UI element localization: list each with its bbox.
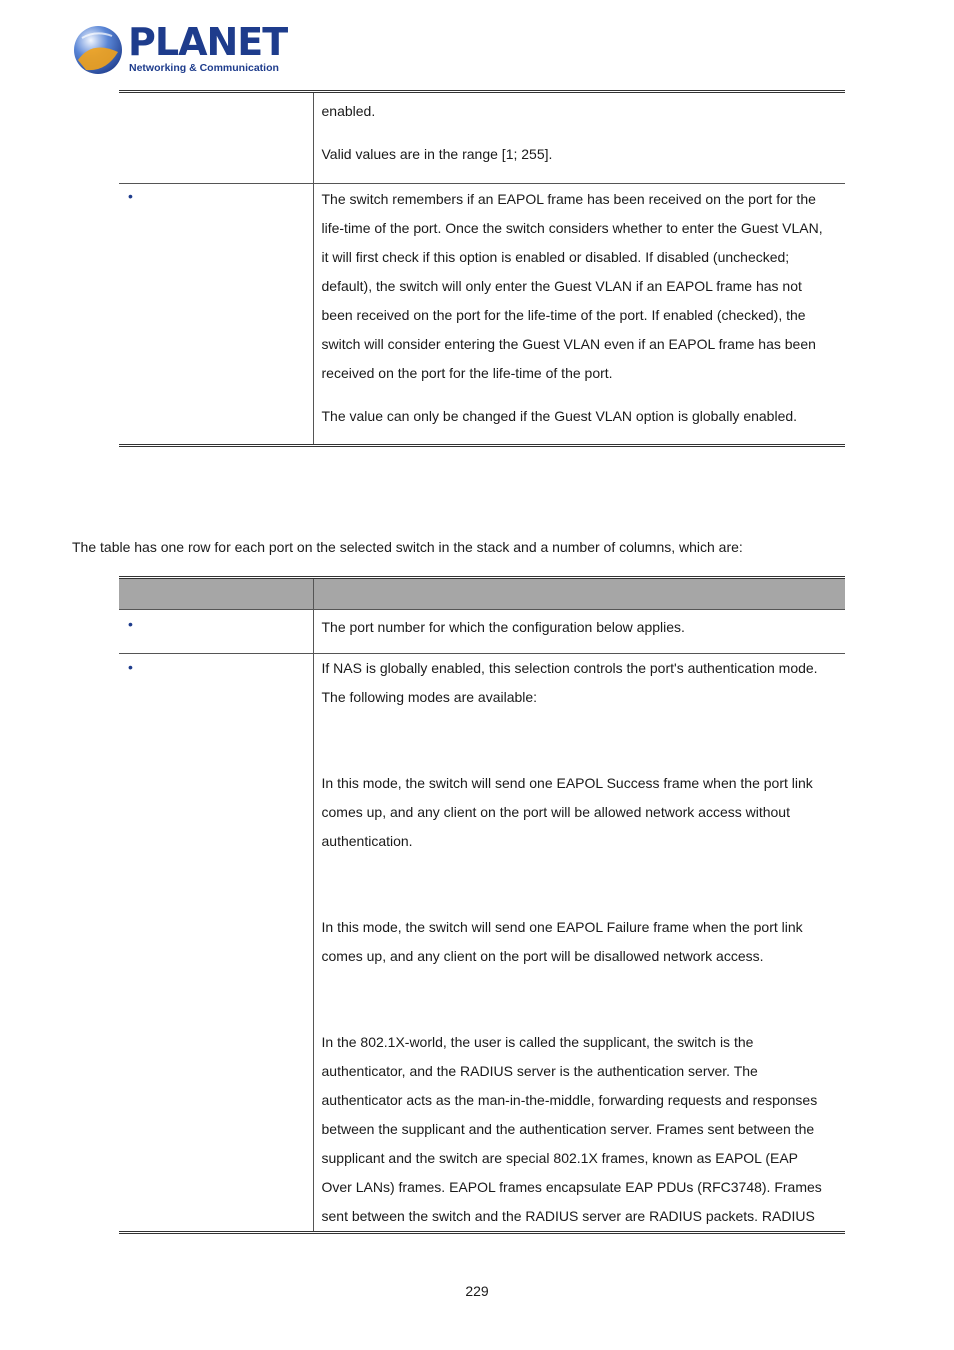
port-configuration-table — [119, 576, 845, 1234]
text-line: The following modes are available: — [321, 689, 538, 705]
text-line: In the 802.1X-world, the user is called the supplicant, the switch is the — [321, 1034, 754, 1050]
object-cell — [119, 92, 313, 184]
text-line: comes up, and any client on the port will be disallowed network access. — [321, 948, 764, 964]
text-line: In this mode, the switch will send one EAPOL Success frame when the port link — [321, 775, 813, 791]
text-line: The switch remembers if an EAPOL frame has been received on the port for the — [321, 191, 816, 207]
page-number: 229 — [465, 1283, 489, 1299]
description-cell — [313, 184, 845, 446]
text-line: The port number for which the configuration below applies. — [321, 619, 685, 635]
bullet-icon: • — [128, 616, 133, 632]
text-line: comes up, and any client on the port will be allowed network access without — [321, 804, 790, 820]
table-row — [119, 92, 845, 184]
description-cell — [313, 654, 845, 1233]
text-line: supplicant and the switch are special 802.1X frames, known as EAPOL (EAP — [321, 1150, 799, 1166]
object-cell — [119, 610, 313, 654]
parameter-table-continued — [119, 90, 845, 447]
text-line: authentication. — [321, 833, 413, 849]
text-line: between the supplicant and the authentication server. Frames sent between the — [321, 1121, 815, 1137]
description-cell — [313, 92, 845, 184]
text-line: life-time of the port. Once the switch considers whether to enter the Guest VLAN, — [321, 220, 823, 236]
header-cell-object — [119, 578, 313, 610]
text-line: enabled. — [321, 103, 376, 119]
description-paragraph — [322, 140, 838, 169]
planet-logo — [72, 20, 288, 78]
text-line: In this mode, the switch will send one EAPOL Failure frame when the port link — [321, 919, 803, 935]
text-line: switch will consider entering the Guest VLAN even if an EAPOL frame has been — [321, 336, 816, 352]
text-line: received on the port for the life-time of the port. — [321, 365, 613, 381]
logo-wordmark: PLANET — [128, 20, 288, 64]
description-paragraph — [322, 185, 838, 388]
text-line: The value can only be changed if the Guest VLAN option is globally enabled. — [321, 408, 798, 424]
bullet-icon: • — [128, 188, 133, 204]
text-line: authenticator, and the RADIUS server is the authentication server. The — [321, 1063, 758, 1079]
text-line: Over LANs) frames. EAPOL frames encapsulate EAP PDUs (RFC3748). Frames — [321, 1179, 822, 1195]
description-paragraph — [322, 97, 838, 126]
description-paragraph — [322, 654, 838, 712]
text-line: sent between the switch and the RADIUS server are RADIUS packets. RADIUS — [321, 1208, 815, 1224]
mode-description-paragraph — [322, 913, 838, 971]
text-line: been received on the port for the life-time of the port. If enabled (checked), the — [321, 307, 806, 323]
object-cell — [119, 184, 313, 446]
text-line: Valid values are in the range [1; 255]. — [321, 146, 553, 162]
description-paragraph — [322, 613, 838, 642]
text-line: authenticator acts as the man-in-the-middle, forwarding requests and responses — [321, 1092, 818, 1108]
globe-icon — [72, 22, 124, 76]
description-cell — [313, 610, 845, 654]
text-line: it will first check if this option is enabled or disabled. If disabled (unchecked; — [321, 249, 790, 265]
table-header-row — [119, 578, 845, 610]
table-row — [119, 610, 845, 654]
header-cell-description — [313, 578, 845, 610]
bullet-icon: • — [128, 659, 133, 675]
object-cell — [119, 654, 313, 1233]
text-line: default), the switch will only enter the Guest VLAN if an EAPOL frame has not — [321, 278, 802, 294]
mode-description-paragraph — [322, 1028, 838, 1231]
table-row — [119, 654, 845, 1233]
table-row — [119, 184, 845, 446]
mode-description-paragraph — [322, 769, 838, 856]
logo-tagline: Networking & Communication — [129, 62, 279, 74]
intro-text: The table has one row for each port on the selected switch in the stack and a number of columns, which are: — [72, 539, 743, 555]
description-paragraph — [322, 402, 838, 431]
text-line: If NAS is globally enabled, this selection controls the port's authentication mode. — [321, 660, 818, 676]
